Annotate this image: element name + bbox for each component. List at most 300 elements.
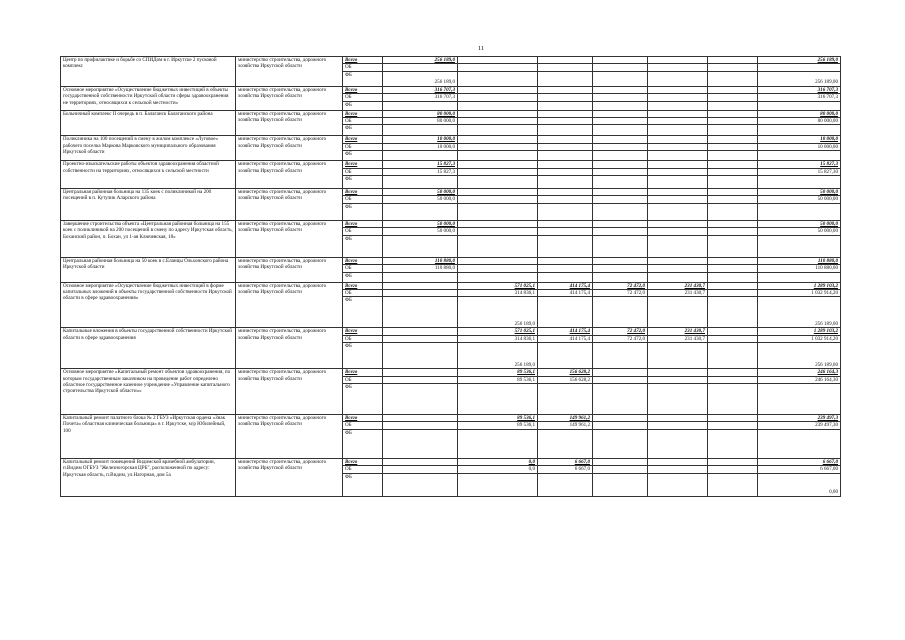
value-cell xyxy=(593,257,648,264)
total-cell: 239 497,3 xyxy=(758,414,841,421)
table-row xyxy=(61,86,841,93)
value-cell xyxy=(648,257,708,264)
value-cell: 80 000,0 xyxy=(383,110,458,117)
value-cell xyxy=(538,220,593,227)
funding-level: ФБ xyxy=(343,203,383,220)
value-cell xyxy=(708,176,758,189)
value-cell xyxy=(708,161,758,168)
value-cell xyxy=(458,196,538,203)
value-cell xyxy=(458,101,538,110)
value-cell: 89 536,1 xyxy=(458,376,538,383)
total-cell: 1 032 914,20 xyxy=(758,335,841,342)
measure-name: Капитальный ремонт палатного блока № 2 ГБУЗ «Иркутская ордена «Знак Почета» областная клиническая больница» в г. Иркутске, м/р Юбилейный, 100 xyxy=(61,414,236,458)
value-cell xyxy=(708,422,758,429)
value-cell xyxy=(383,369,458,376)
value-cell xyxy=(538,203,593,220)
value-cell xyxy=(383,376,458,383)
total-cell xyxy=(758,429,841,458)
value-cell xyxy=(648,168,708,175)
executor: министерство строительства, дорожного хозяйства Иркутской области xyxy=(236,282,343,328)
funding-level: Всего xyxy=(343,414,383,421)
value-cell xyxy=(538,383,593,414)
value-cell: 316 707,3 xyxy=(383,86,458,93)
value-cell xyxy=(593,369,648,376)
value-cell xyxy=(708,125,758,136)
value-cell xyxy=(593,376,648,383)
funding-level: Всего xyxy=(343,86,383,93)
value-cell xyxy=(458,235,538,257)
measure-name: Основное мероприятие «Осуществление бюджетных инвестиций в форме капитальных вложений в объекты государственной собственности Иркутской области в сфере здравоохранения» xyxy=(61,282,236,328)
measure-name: Центральная районная больница на 135 коек с поликлиникой на 200 посещений в п. Кутулик Аларского района xyxy=(61,189,236,221)
value-cell xyxy=(593,176,648,189)
value-cell xyxy=(383,335,458,342)
value-cell xyxy=(458,220,538,227)
funding-level: Всего xyxy=(343,369,383,376)
value-cell xyxy=(458,64,538,71)
value-cell xyxy=(458,189,538,196)
total-cell: 316 707,3 xyxy=(758,86,841,93)
total-cell: 50 000,0 xyxy=(758,220,841,227)
value-cell xyxy=(383,125,458,136)
value-cell xyxy=(648,86,708,93)
value-cell xyxy=(383,414,458,421)
value-cell xyxy=(648,176,708,189)
value-cell xyxy=(708,343,758,369)
total-cell: 10 000,00 xyxy=(758,143,841,150)
value-cell xyxy=(593,101,648,110)
value-cell xyxy=(383,203,458,220)
value-cell xyxy=(708,136,758,143)
value-cell xyxy=(383,297,458,328)
value-cell xyxy=(458,265,538,272)
table-row xyxy=(61,136,841,143)
value-cell xyxy=(708,429,758,458)
measure-name: Капитальные вложения в объекты государственной собственности Иркутской области в сфере здравоохранения xyxy=(61,328,236,369)
value-cell xyxy=(593,343,648,369)
value-cell xyxy=(538,297,593,328)
value-cell xyxy=(458,151,538,161)
value-cell: 10 000,0 xyxy=(383,136,458,143)
value-cell xyxy=(593,203,648,220)
total-cell: 50 000,00 xyxy=(758,228,841,235)
value-cell xyxy=(593,228,648,235)
funding-level: Всего xyxy=(343,161,383,168)
value-cell xyxy=(708,466,758,473)
funding-level: ФБ xyxy=(343,176,383,189)
budget-table xyxy=(60,56,841,497)
value-cell xyxy=(593,196,648,203)
value-cell xyxy=(593,118,648,125)
funding-level: Всего xyxy=(343,136,383,143)
value-cell xyxy=(648,136,708,143)
value-cell xyxy=(383,235,458,257)
value-cell xyxy=(708,151,758,161)
executor: министерство строительства, дорожного хозяйства Иркутской области xyxy=(236,369,343,415)
value-cell xyxy=(708,369,758,376)
measure-name: Основное мероприятие «Капитальный ремонт объектов здравоохранения, по которым государственным заказчиком на проведение работ определено областное государственное казенное учреждение «Управление капитального строительства Иркутской области»» xyxy=(61,369,236,415)
value-cell xyxy=(648,57,708,64)
executor: министерство строительства, дорожного хозяйства Иркутской области xyxy=(236,328,343,369)
table-row xyxy=(61,414,841,421)
value-cell xyxy=(593,125,648,136)
value-cell xyxy=(648,265,708,272)
value-cell xyxy=(708,289,758,296)
value-cell xyxy=(708,189,758,196)
value-cell xyxy=(458,168,538,175)
value-cell xyxy=(708,257,758,264)
value-cell xyxy=(383,151,458,161)
value-cell xyxy=(708,228,758,235)
value-cell xyxy=(648,118,708,125)
value-cell xyxy=(708,110,758,117)
value-cell xyxy=(708,143,758,150)
value-cell xyxy=(458,143,538,150)
value-cell xyxy=(648,151,708,161)
funding-level: ФБ xyxy=(343,429,383,458)
funding-level: ОБ xyxy=(343,376,383,383)
value-cell xyxy=(538,168,593,175)
value-cell xyxy=(593,110,648,117)
funding-level: ФБ xyxy=(343,383,383,414)
executor: министерство строительства, дорожного хозяйства Иркутской области xyxy=(236,161,343,189)
value-cell xyxy=(383,429,458,458)
value-cell: 256 189,0 xyxy=(383,71,458,86)
value-cell: 256 189,0 xyxy=(383,57,458,64)
measure-name: Проектно-изыскательские работы объектов здравоохранения областной собственности на территориях, относящихся к сельской местности xyxy=(61,161,236,189)
value-cell xyxy=(593,383,648,414)
value-cell xyxy=(648,64,708,71)
funding-level: ФБ xyxy=(343,235,383,257)
value-cell xyxy=(708,235,758,257)
total-cell: 110 880,0 xyxy=(758,257,841,264)
funding-level: ОБ xyxy=(343,143,383,150)
funding-level: ОБ xyxy=(343,265,383,272)
value-cell xyxy=(538,161,593,168)
value-cell: 414 175,4 xyxy=(538,335,593,342)
total-cell: 1 289 103,2 xyxy=(758,282,841,289)
value-cell xyxy=(383,343,458,369)
value-cell xyxy=(648,473,708,496)
value-cell xyxy=(648,228,708,235)
value-cell: 231 430,7 xyxy=(648,328,708,335)
value-cell xyxy=(593,168,648,175)
value-cell xyxy=(593,414,648,421)
value-cell xyxy=(648,196,708,203)
value-cell xyxy=(538,94,593,101)
value-cell: 110 880,0 xyxy=(383,265,458,272)
value-cell: 571 025,1 xyxy=(458,328,538,335)
total-cell: 110 880,00 xyxy=(758,265,841,272)
value-cell xyxy=(458,110,538,117)
total-cell: 1 289 103,2 xyxy=(758,328,841,335)
total-cell: 246 164,3 xyxy=(758,369,841,376)
executor: министерство строительства, дорожного хозяйства Иркутской области xyxy=(236,57,343,87)
value-cell: 414 175,4 xyxy=(538,289,593,296)
value-cell xyxy=(648,466,708,473)
funding-level: ФБ xyxy=(343,473,383,496)
value-cell xyxy=(648,297,708,328)
value-cell xyxy=(458,136,538,143)
funding-level: ОБ xyxy=(343,335,383,342)
funding-level: ОБ xyxy=(343,168,383,175)
total-cell: 256 189,00 xyxy=(758,71,841,86)
total-cell xyxy=(758,203,841,220)
value-cell xyxy=(708,71,758,86)
executor: министерство строительства, дорожного хозяйства Иркутской области xyxy=(236,414,343,458)
value-cell xyxy=(708,101,758,110)
value-cell: 316 707,3 xyxy=(383,94,458,101)
table-row xyxy=(61,369,841,376)
total-cell xyxy=(758,383,841,414)
value-cell xyxy=(458,383,538,414)
table-row xyxy=(61,189,841,196)
value-cell: 72 472,0 xyxy=(593,328,648,335)
value-cell: 314 836,1 xyxy=(458,335,538,342)
funding-level: ОБ xyxy=(343,118,383,125)
value-cell xyxy=(648,235,708,257)
value-cell xyxy=(708,203,758,220)
total-cell xyxy=(758,64,841,71)
total-cell: 239 497,30 xyxy=(758,422,841,429)
value-cell xyxy=(458,118,538,125)
value-cell xyxy=(458,86,538,93)
value-cell xyxy=(538,265,593,272)
page-number: 11 xyxy=(478,45,485,52)
value-cell xyxy=(708,196,758,203)
table-row xyxy=(61,57,841,64)
measure-name: Основное мероприятие «Осуществление бюджетных инвестиций в объекты государственной собственности Иркутской области сферы здравоохранения не территориях, относящихся к сельской местности» xyxy=(61,86,236,110)
value-cell xyxy=(708,57,758,64)
total-cell xyxy=(758,125,841,136)
measure-name: Завершение строительства объекта «Центральная районная больница на 155 коек с поликлиникой на 200 посещений в смену по адресу Иркутская область, Боханский район, п. Бохан, ул 1-ая Ключевская, 18» xyxy=(61,220,236,257)
value-cell xyxy=(708,458,758,465)
executor: министерство строительства, дорожного хозяйства Иркутской области xyxy=(236,220,343,257)
funding-level: Всего xyxy=(343,110,383,117)
total-cell: 6 667,00 xyxy=(758,466,841,473)
value-cell xyxy=(593,429,648,458)
value-cell xyxy=(538,196,593,203)
value-cell: 0,0 xyxy=(458,458,538,465)
value-cell: 50 000,0 xyxy=(383,196,458,203)
value-cell xyxy=(648,143,708,150)
value-cell xyxy=(593,265,648,272)
value-cell xyxy=(593,473,648,496)
total-cell xyxy=(758,101,841,110)
value-cell xyxy=(538,429,593,458)
value-cell xyxy=(538,101,593,110)
value-cell: 414 175,4 xyxy=(538,328,593,335)
value-cell xyxy=(593,136,648,143)
value-cell xyxy=(538,71,593,86)
value-cell: 72 472,0 xyxy=(593,335,648,342)
value-cell xyxy=(538,257,593,264)
funding-level: ОБ xyxy=(343,228,383,235)
value-cell xyxy=(593,57,648,64)
value-cell xyxy=(648,125,708,136)
total-cell: 1 032 914,20 xyxy=(758,289,841,296)
value-cell xyxy=(538,176,593,189)
value-cell xyxy=(593,64,648,71)
value-cell xyxy=(593,86,648,93)
measure-name: Больничный комплекс II очередь в п. Балаганск Балаганского района xyxy=(61,110,236,136)
value-cell xyxy=(648,458,708,465)
executor: министерство строительства, дорожного хозяйства Иркутской области xyxy=(236,86,343,110)
total-cell xyxy=(758,235,841,257)
value-cell xyxy=(593,272,648,282)
total-cell: 256 189,0 xyxy=(758,57,841,64)
funding-level: ФБ xyxy=(343,101,383,110)
value-cell xyxy=(538,235,593,257)
value-cell: 89 536,1 xyxy=(458,414,538,421)
value-cell xyxy=(538,343,593,369)
value-cell xyxy=(593,422,648,429)
total-cell: 15 827,3 xyxy=(758,161,841,168)
funding-level: ФБ xyxy=(343,71,383,86)
value-cell xyxy=(538,57,593,64)
value-cell: 256 189,0 xyxy=(458,343,538,369)
value-cell xyxy=(708,376,758,383)
total-cell xyxy=(758,151,841,161)
value-cell xyxy=(458,57,538,64)
total-cell: 256 189,00 xyxy=(758,343,841,369)
value-cell: 72 472,0 xyxy=(593,289,648,296)
value-cell: 156 628,2 xyxy=(538,369,593,376)
value-cell xyxy=(708,414,758,421)
total-cell: 80 000,00 xyxy=(758,118,841,125)
value-cell xyxy=(383,272,458,282)
value-cell: 15 827,3 xyxy=(383,161,458,168)
executor: министерство строительства, дорожного хозяйства Иркутской области xyxy=(236,257,343,282)
value-cell xyxy=(648,343,708,369)
table-row xyxy=(61,282,841,289)
value-cell: 231 430,7 xyxy=(648,282,708,289)
value-cell: 256 189,0 xyxy=(458,297,538,328)
total-cell: 50 000,00 xyxy=(758,196,841,203)
value-cell: 0,0 xyxy=(458,466,538,473)
value-cell: 50 000,0 xyxy=(383,220,458,227)
value-cell xyxy=(383,282,458,289)
value-cell xyxy=(383,383,458,414)
total-cell xyxy=(758,272,841,282)
value-cell: 72 472,0 xyxy=(593,282,648,289)
value-cell xyxy=(708,86,758,93)
funding-level: ОБ xyxy=(343,289,383,296)
value-cell: 6 667,0 xyxy=(538,466,593,473)
value-cell xyxy=(708,297,758,328)
total-cell: 80 000,0 xyxy=(758,110,841,117)
value-cell: 314 836,1 xyxy=(458,289,538,296)
value-cell: 231 430,7 xyxy=(648,335,708,342)
table-row xyxy=(61,328,841,335)
value-cell xyxy=(538,143,593,150)
table-row xyxy=(61,458,841,465)
value-cell xyxy=(383,101,458,110)
value-cell xyxy=(538,86,593,93)
funding-level: ОБ xyxy=(343,196,383,203)
total-cell: 10 000,0 xyxy=(758,136,841,143)
value-cell xyxy=(593,151,648,161)
funding-level: ФБ xyxy=(343,297,383,328)
executor: министерство строительства, дорожного хозяйства Иркутской области xyxy=(236,136,343,161)
value-cell xyxy=(648,369,708,376)
funding-level: ФБ xyxy=(343,343,383,369)
value-cell xyxy=(593,466,648,473)
funding-level: ОБ xyxy=(343,422,383,429)
total-cell xyxy=(758,176,841,189)
funding-level: Всего xyxy=(343,282,383,289)
value-cell xyxy=(383,328,458,335)
funding-level: Всего xyxy=(343,458,383,465)
value-cell: 110 880,0 xyxy=(383,257,458,264)
value-cell xyxy=(538,64,593,71)
measure-name: Центр по профилактике и борьбе со СПИДом в г. Иркутске 2 пусковой комплекс xyxy=(61,57,236,87)
value-cell: 149 961,2 xyxy=(538,414,593,421)
value-cell xyxy=(648,161,708,168)
value-cell xyxy=(708,473,758,496)
value-cell xyxy=(593,161,648,168)
value-cell xyxy=(708,168,758,175)
table-row xyxy=(61,161,841,168)
executor: министерство строительства, дорожного хозяйства Иркутской области xyxy=(236,458,343,496)
value-cell xyxy=(538,473,593,496)
total-cell: 0,00 xyxy=(758,473,841,496)
value-cell xyxy=(708,282,758,289)
value-cell xyxy=(458,272,538,282)
measure-name: Капитальный ремонт помещений Видимской врачебной амбулатории, п.Видим ОГБУЗ "Железногорская ЦРБ", расположенной по адресу: Иркутская область, п.Видим, ул.Нагорная, дом 5а xyxy=(61,458,236,496)
value-cell xyxy=(538,110,593,117)
value-cell xyxy=(538,189,593,196)
value-cell xyxy=(593,94,648,101)
value-cell xyxy=(458,94,538,101)
total-cell: 15 827,30 xyxy=(758,168,841,175)
value-cell xyxy=(708,328,758,335)
value-cell xyxy=(648,220,708,227)
funding-level: Всего xyxy=(343,328,383,335)
value-cell: 89 536,1 xyxy=(458,422,538,429)
funding-level: Всего xyxy=(343,220,383,227)
table-row xyxy=(61,110,841,117)
value-cell xyxy=(593,297,648,328)
value-cell xyxy=(383,473,458,496)
value-cell xyxy=(708,383,758,414)
value-cell: 50 000,0 xyxy=(383,228,458,235)
value-cell xyxy=(593,220,648,227)
total-cell: 50 000,0 xyxy=(758,189,841,196)
value-cell xyxy=(458,203,538,220)
value-cell: 10 000,0 xyxy=(383,143,458,150)
value-cell: 156 628,2 xyxy=(538,376,593,383)
value-cell xyxy=(648,110,708,117)
value-cell xyxy=(708,265,758,272)
funding-level: Всего xyxy=(343,189,383,196)
value-cell xyxy=(648,383,708,414)
funding-level: Всего xyxy=(343,57,383,64)
value-cell xyxy=(593,235,648,257)
value-cell xyxy=(458,71,538,86)
funding-level: ФБ xyxy=(343,125,383,136)
value-cell: 15 827,3 xyxy=(383,168,458,175)
value-cell xyxy=(648,429,708,458)
value-cell xyxy=(708,64,758,71)
value-cell xyxy=(648,94,708,101)
value-cell xyxy=(383,422,458,429)
value-cell xyxy=(383,289,458,296)
value-cell xyxy=(593,458,648,465)
value-cell xyxy=(538,151,593,161)
value-cell xyxy=(383,64,458,71)
value-cell xyxy=(648,203,708,220)
value-cell: 80 000,0 xyxy=(383,118,458,125)
